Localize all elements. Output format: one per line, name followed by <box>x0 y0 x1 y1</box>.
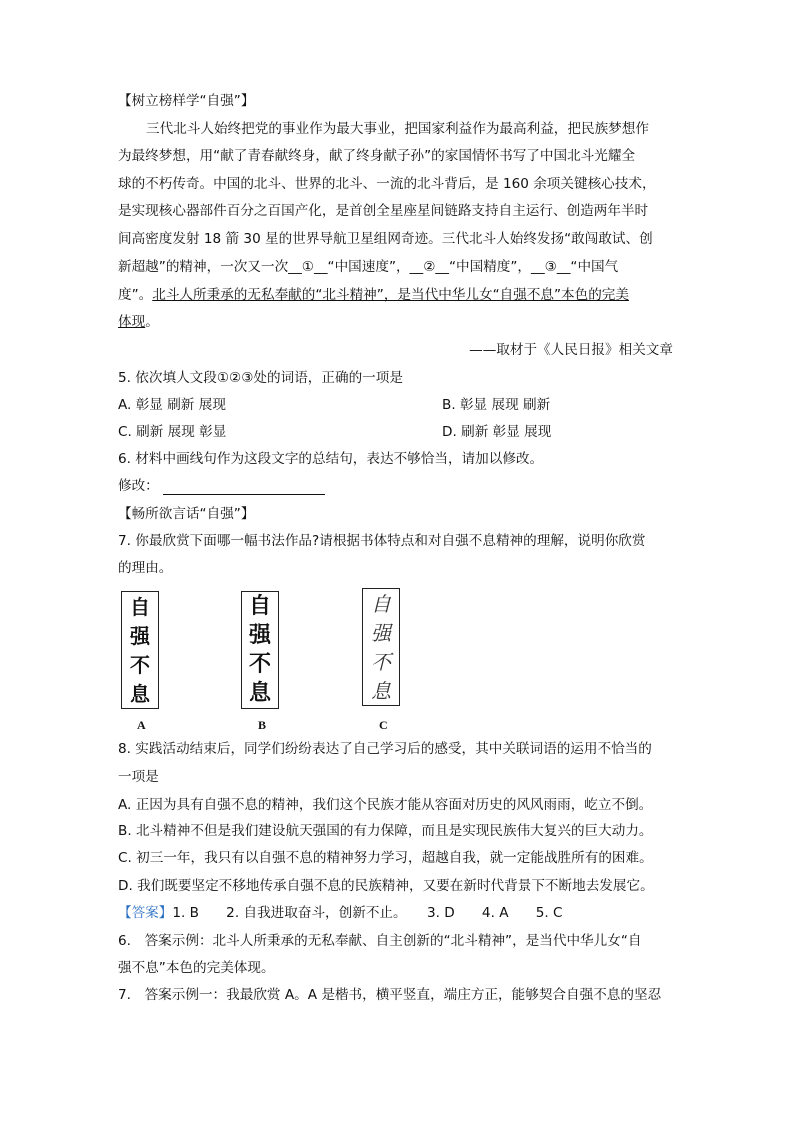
calligraphy-work-b <box>241 591 279 709</box>
answer-6: 6. 答案示例：北斗人所秉承的无私奉献、自主创新的“北斗精神”，是当代中华儿女“自 <box>118 933 642 949</box>
paragraph-line: 球的不朽传奇。中国的北斗、世界的北斗、一流的北斗背后，是 160 余项关键核心技术， <box>118 176 656 192</box>
answer-7: 7. 答案示例一：我最欣赏 A。A 是楷书，横平竖直，端庄方正，能够契合自强不息的坚忍 <box>118 987 662 1003</box>
q5-option-b: B. 彰显 展现 刷新 <box>442 397 551 413</box>
answer-blank[interactable] <box>163 480 325 495</box>
char: 强 <box>248 622 271 648</box>
q8-option-c: C. 初三一年，我只有以自强不息的精神努力学习，超越自我，就一定能战胜所有的困难。 <box>118 850 653 866</box>
paragraph-line: 是实现核心器部件百分之百国产化，是首创全星座星间链路支持自主运行、创造两年半时 <box>118 203 649 219</box>
question-8-stem: 8. 实践活动结束后，同学们纷纷表达了自己学习后的感受，其中关联词语的运用不恰当的 <box>118 741 652 757</box>
calligraphy-work-c <box>362 588 400 706</box>
question-7-stem: 的理由。 <box>118 560 173 576</box>
q8-option-b: B. 北斗精神不但是我们建设航天强国的有力保障，而且是实现民族伟大复兴的巨大动力。 <box>118 823 653 839</box>
paragraph-line: 间高密度发射 18 箭 30 星的世界导航卫星组网奇迹。三代北斗人始终发扬“敢闯敢试、创 <box>118 231 653 247</box>
char: 自 <box>130 594 150 619</box>
paragraph-line <box>118 286 629 304</box>
q5-option-c: C. 刷新 展现 彰显 <box>118 424 227 440</box>
answers-text: 1. B 2. 自我进取奋斗，创新不止。 3. D 4. A 5. C <box>172 905 563 921</box>
char: 息 <box>130 681 150 706</box>
question-6-stem: 6. 材料中画线句作为这段文字的总结句，表达不够恰当，请加以修改。 <box>118 451 544 467</box>
revision-line <box>118 477 325 495</box>
paragraph-line: 为最终梦想，用“献了青春献终身，献了终身献子孙”的家国情怀书写了中国北斗光耀全 <box>118 148 636 164</box>
q5-option-d: D. 刷新 彰显 展现 <box>442 424 552 440</box>
answer-6: 强不息”本色的完美体现。 <box>118 960 275 976</box>
q8-option-d: D. 我们既要坚定不移地传承自强不息的民族精神，又要在新时代背景下不断地去发展它。 <box>118 878 654 894</box>
answer-tag: 【答案】 <box>118 905 173 921</box>
char: 不 <box>371 649 391 674</box>
work-label-b: B <box>258 718 267 732</box>
section-heading-2: 【畅所欲言话“自强”】 <box>118 506 255 522</box>
char: 息 <box>248 680 271 706</box>
answers-line <box>118 904 563 922</box>
calligraphy-work-a <box>121 591 159 709</box>
source-citation: ——取材于《人民日报》相关文章 <box>469 342 673 358</box>
work-label-c: C <box>379 718 388 732</box>
q8-option-a: A. 正因为具有自强不息的精神，我们这个民族才能从容面对历史的风风雨雨，屹立不倒。 <box>118 797 653 813</box>
char: 强 <box>371 620 391 645</box>
revision-label: 修改： <box>118 478 159 494</box>
char: 不 <box>130 652 150 677</box>
question-5-stem: 5. 依次填人文段①②③处的词语，正确的一项是 <box>118 370 403 386</box>
text: 。 <box>145 314 159 330</box>
char: 强 <box>130 623 150 648</box>
paragraph-line: 新超越”的精神，一次又一次__①__“中国速度”，__②__“中国精度”，__③__“中国气 <box>118 259 619 275</box>
paragraph-line <box>118 313 159 331</box>
section-heading-1: 【树立榜样学“自强”】 <box>118 93 255 109</box>
work-label-a: A <box>137 718 146 732</box>
char: 自 <box>371 591 391 616</box>
char: 不 <box>248 651 271 677</box>
underlined-sentence: 北斗人所秉承的无私奉献的“北斗精神”，是当代中华儿女“自强不息”本色的完美 <box>152 287 629 303</box>
text: 度”。 <box>118 287 153 303</box>
char: 自 <box>248 593 271 619</box>
underlined-sentence: 体现 <box>118 314 146 330</box>
question-7-stem: 7. 你最欣赏下面哪一幅书法作品?请根据书体特点和对自强不息精神的理解，说明你欣赏 <box>118 533 646 549</box>
question-8-stem: 一项是 <box>118 769 159 785</box>
paragraph-line: 三代北斗人始终把党的事业作为最大事业，把国家利益作为最高利益，把民族梦想作 <box>146 121 649 137</box>
q5-option-a: A. 彰显 刷新 展现 <box>118 397 226 413</box>
char: 息 <box>371 678 391 703</box>
